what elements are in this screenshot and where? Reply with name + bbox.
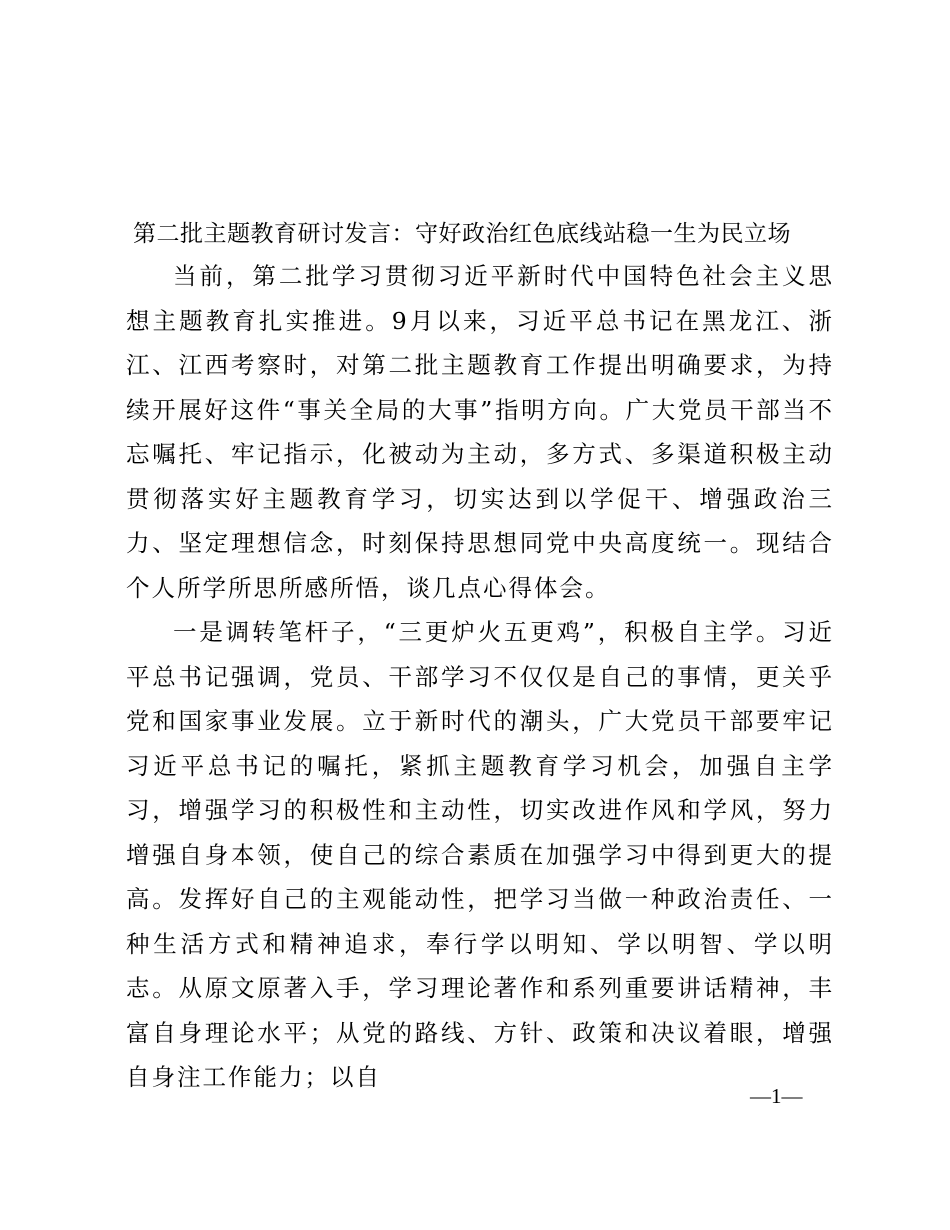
document-title: 第二批主题教育研讨发言：守好政治红色底线站稳一生为民立场 <box>133 221 791 247</box>
document-body <box>126 254 834 1100</box>
page-number: —1— <box>750 1084 803 1108</box>
body-paragraph-intro: 当前，第二批学习贯彻习近平新时代中国特色社会主义思想主题教育扎实推进。9月以来，习近平总书记在黑龙江、浙江、江西考察时，对第二批主题教育工作提出明确要求，为持续开展好这件“事关全局的大事”指明方向。广大党员干部当不忘嘱托、牢记指示，化被动为主动，多方式、多渠道积极主动贯彻落实好主题教育学习，切实达到以学促干、增强政治三力、坚定理想信念，时刻保持思想同党中央高度统一。现结合个人所学所思所感所悟，谈几点心得体会。 <box>126 262 834 602</box>
body-paragraph-point-one: 一是调转笔杆子，“三更炉火五更鸡”，积极自主学。习近平总书记强调，党员、干部学习不仅仅是自己的事情，更关乎党和国家事业发展。立于新时代的潮头，广大党员干部要牢记习近平总书记的嘱托，紧抓主题教育学习机会，加强自主学习，增强学习的积极性和主动性，切实改进作风和学风，努力增强自身本领，使自己的综合素质在加强学习中得到更大的提高。发挥好自己的主观能动性，把学习当做一种政治责任、一种生活方式和精神追求，奉行学以明知、学以明智、学以明志。从原文原著入手，学习理论著作和系列重要讲话精神，丰富自身理论水平；从党的路线、方针、政策和决议着眼，增强自身注工作能力；以自 <box>126 618 834 1091</box>
